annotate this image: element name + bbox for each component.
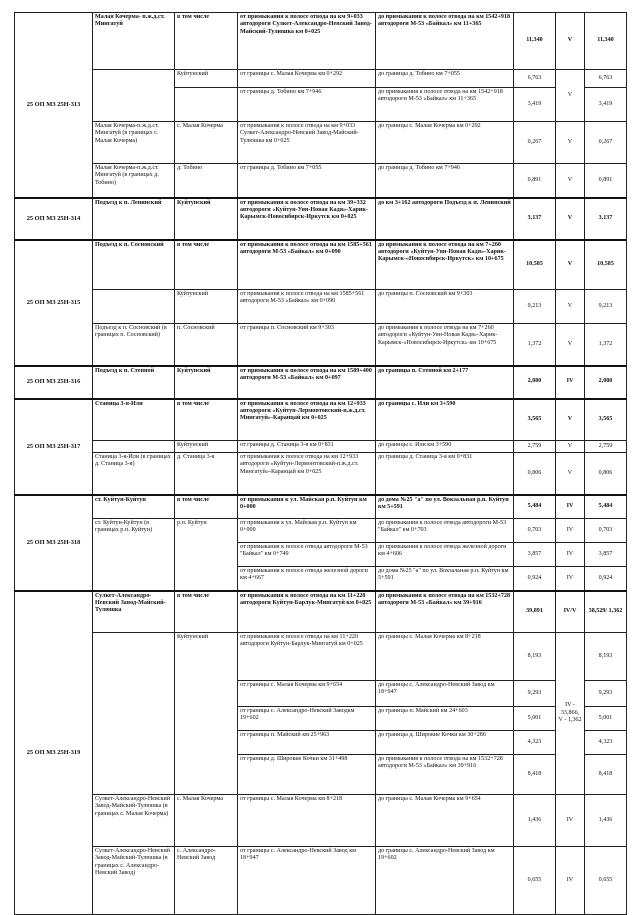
road-category: V (556, 399, 585, 441)
total-length: 1,436 (585, 795, 627, 847)
road-location: с. Малая Кочерма (175, 795, 238, 847)
total-length: 2,080 (585, 366, 627, 399)
segment-end: до границы д. Тобино км 7+946 (376, 164, 514, 198)
road-category: IV (556, 847, 585, 915)
table-row (15, 70, 627, 88)
road-name: Сулкет-Александро-Невский Завод-Майский-Тулюшка (93, 591, 175, 633)
table-row (15, 495, 627, 519)
segment-length: 10,585 (514, 240, 556, 290)
road-location: Куйтунский (175, 441, 238, 453)
segment-start: от примыкания к ул. Майская р.п. Куйтун км 0+000 (238, 519, 376, 543)
road-location: в том числе (175, 591, 238, 633)
segment-end: до дома №25 "а" по ул. Вокзальная р.п. Куйтун км 5+591 (376, 495, 514, 519)
segment-length: 0,267 (514, 122, 556, 164)
total-length: 5,001 (585, 707, 627, 731)
road-location: д. Тобино (175, 164, 238, 198)
road-category: IV (556, 567, 585, 591)
segment-end: до примыкания к полосе отвода автодороги М-53 "Байкал" км 0+703 (376, 519, 514, 543)
segment-start: от примыкания к полосе отвода автодороги М-53 "Байкал" км 0+749 (238, 543, 376, 567)
segment-end: до границы с. Александро-Невский Завод км 18+947 (376, 681, 514, 707)
segment-start: от примыкания к полосе отвода на км 12+933 автодороги «Куйтун-Лермонтовский-п.ж.д.ст. Мингатуй»-Каранцай км 0+025 (238, 399, 376, 441)
segment-end: до границы с. Александро-Невский Завод км 19+602 (376, 847, 514, 915)
segment-length: 5,001 (514, 707, 556, 731)
road-registry-table (14, 12, 627, 915)
segment-start: от границы п. Майский км 25+963 (238, 731, 376, 755)
road-category: IV (556, 366, 585, 399)
road-location: Куйтунский (175, 70, 238, 88)
segment-start: от границы с. Малая Кочерма км 0+292 (238, 70, 376, 88)
total-length: 9,213 (585, 290, 627, 324)
segment-end: до примыкания к полосе отвода на км 7+260 автодороги «Куйтун-Уян-Новая Кадя»-Харик-Карымск-«Новосибирск-Иркутск» км 10+675 (376, 240, 514, 290)
total-length: 1,372 (585, 324, 627, 366)
segment-length: 3,419 (514, 88, 556, 122)
road-name: Малая Кочерма- п.ж.д.ст. Мингатуй (93, 13, 175, 70)
segment-start: от границы с. Малая Кочерма км 9+654 (238, 681, 376, 707)
total-length: 3,419 (585, 88, 627, 122)
segment-start: от границы с. Александро-Невский Заводкм 19+602 (238, 707, 376, 731)
road-name: Подъезд к п. Ленинский (93, 198, 175, 240)
road-code: 25 ОП МЗ 25Н-319 (15, 591, 93, 915)
road-location: с. Малая Кочерма (175, 122, 238, 164)
segment-length: 2,759 (514, 441, 556, 453)
table-row (15, 290, 627, 324)
segment-start: от примыкания к полосе отвода на км 1589+400 автодороги М-53 «Байкал» км 0+097 (238, 366, 376, 399)
segment-length: 4,323 (514, 731, 556, 755)
road-location: д. Станица 3-я (175, 453, 238, 495)
segment-start: от границы д. Тобино км 7+946 (238, 88, 376, 122)
road-location: Куйтунский (175, 366, 238, 399)
road-category: V (556, 13, 585, 70)
segment-end: до границы с. Малая Кочерма км 9+654 (376, 795, 514, 847)
road-category: V (556, 240, 585, 290)
road-name: ст. Куйтун-Куйтун (93, 495, 175, 519)
road-location: п. Сосновский (175, 324, 238, 366)
segment-length: 8,418 (514, 755, 556, 795)
total-length: 6,763 (585, 70, 627, 88)
road-name: Сулкет-Александро-Невский Завод-Майский-Тулюшка (в границах с. Александро-Невский Завод) (93, 847, 175, 915)
road-name: Малая Кочерма-п.ж.д.ст. Мингатуй (в границах с. Малая Кочерма) (93, 122, 175, 164)
road-location (175, 88, 238, 122)
road-name (93, 633, 175, 795)
segment-start: от примыкания к полосе отвода на км 9+033 автодороги Сулкет-Александро-Невский Завод-Майский-Тулюшка км 0+025 (238, 13, 376, 70)
road-category: V (556, 164, 585, 198)
road-code: 25 ОП МЗ 25Н-316 (15, 366, 93, 399)
road-name: Малая Кочерма-п.ж.д.ст. Мингатуй (в границах д. Тобино) (93, 164, 175, 198)
total-length: 0,891 (585, 164, 627, 198)
road-category: V (556, 453, 585, 495)
segment-start: от примыкания к полосе отвода железной дороги км 4+667 (238, 567, 376, 591)
table-row (15, 519, 627, 543)
road-name: Станица 3-я-Или (в границах д. Станица 3-я) (93, 453, 175, 495)
segment-end: до границы с. Малая Кочерма км 0+292 (376, 122, 514, 164)
road-name: Подъезд к п. Сосновский (в границах п. Сосновский) (93, 324, 175, 366)
segment-end: до границы д. Тобино км 7+055 (376, 70, 514, 88)
road-category: V (556, 441, 585, 453)
road-location: Куйтунский (175, 633, 238, 795)
segment-length: 3,565 (514, 399, 556, 441)
road-category: IV (556, 495, 585, 519)
segment-end: до границы п. Сосновский км 9+303 (376, 290, 514, 324)
segment-end: до примыкания к полосе отвода на км 7+260 автодороги «Куйтун-Уян-Новая Кадя»-Харик-Карымск-«Новосибирск-Иркутск» км 10+675 (376, 324, 514, 366)
total-length: 4,323 (585, 731, 627, 755)
total-length: 8,193 (585, 633, 627, 681)
segment-start: от примыкания к ул. Майская р.п. Куйтун км 0+000 (238, 495, 376, 519)
total-length: 38,529/ 1,362 (585, 591, 627, 633)
total-length: 0,655 (585, 847, 627, 915)
segment-start: от границы д. Тобино км 7+055 (238, 164, 376, 198)
table-row (15, 164, 627, 198)
total-length: 3,137 (585, 198, 627, 240)
segment-length: 0,924 (514, 567, 556, 591)
table-row (15, 13, 627, 70)
segment-end: до границы п. Майский км 24+603 (376, 707, 514, 731)
total-length: 0,267 (585, 122, 627, 164)
total-length: 0,924 (585, 567, 627, 591)
segment-end: до примыкания к полосе отвода на км 1532+728 автодороги М-53 «Байкал» км 39+916 (376, 591, 514, 633)
table-row (15, 453, 627, 495)
segment-length: 3,857 (514, 543, 556, 567)
road-category: V (556, 122, 585, 164)
total-length: 8,418 (585, 755, 627, 795)
segment-start: от примыкания к полосе отвода на км 11+220 автодороги Куйтун-Барлук-Мингатуй км 0+025 (238, 633, 376, 681)
road-category: V (556, 198, 585, 240)
segment-length: 1,436 (514, 795, 556, 847)
segment-end: до примыкания к полосе отвода на км 1532+728 автодороги М-53 «Байкал» км 39+916 (376, 755, 514, 795)
segment-start: от примыкания к полосе отвода на км 12+933 автодороги «Куйтун-Лермонтовский-п.ж.д.ст. Мингатуй»-Каранцай км 0+025 (238, 453, 376, 495)
segment-length: 8,193 (514, 633, 556, 681)
road-code: 25 ОП МЗ 25Н-315 (15, 240, 93, 366)
segment-start: от границы д. Станица 3-я км 0+831 (238, 441, 376, 453)
segment-end: до примыкания к полосе отвода железной дороги км 4+606 (376, 543, 514, 567)
table-row (15, 591, 627, 633)
road-name: Станица 3-я-Или (93, 399, 175, 441)
road-location: Куйтунский (175, 290, 238, 324)
road-location: Куйтунский (175, 198, 238, 240)
segment-end: до дома №25 "а" по ул. Вокзальная р.п. Куйтун км 5+591 (376, 567, 514, 591)
segment-length: 11,340 (514, 13, 556, 70)
segment-end: до границы с. Или км 3+590 (376, 441, 514, 453)
road-category: IV/V (556, 591, 585, 633)
table-row (15, 633, 627, 681)
table-row (15, 122, 627, 164)
table-row (15, 399, 627, 441)
table-row (15, 847, 627, 915)
road-code: 25 ОП МЗ 25Н-314 (15, 198, 93, 240)
road-location: с. Александро-Невский Завод (175, 847, 238, 915)
road-category: V (556, 70, 585, 122)
road-category: V (556, 324, 585, 366)
road-name: Сулкет-Александро-Невский Завод-Майский-Тулюшка (в границах с. Малая Кочерма) (93, 795, 175, 847)
total-length: 0,703 (585, 519, 627, 543)
segment-length: 0,655 (514, 847, 556, 915)
road-name (93, 70, 175, 122)
segment-start: от примыкания к полосе отвода на км 1585+561 автодороги М-53 «Байкал» км 0+090 (238, 290, 376, 324)
segment-end: до границы с. Малая Кочерма км 8+218 (376, 633, 514, 681)
road-location: в том числе (175, 13, 238, 70)
segment-end: до км 3+162 автодороги Подъезд к п. Ленинский (376, 198, 514, 240)
total-length: 5,484 (585, 495, 627, 519)
table-row (15, 198, 627, 240)
total-length: 3,857 (585, 543, 627, 567)
segment-length: 0,806 (514, 453, 556, 495)
segment-length: 1,372 (514, 324, 556, 366)
road-category: IV - 33,866, V - 1,362 (556, 633, 585, 795)
segment-end: до примыкания к полосе отвода на км 1542+918 автодороги М-53 «Байкал» км 11+365 (376, 13, 514, 70)
road-location: р.п. Куйтун (175, 519, 238, 591)
road-location: в том числе (175, 495, 238, 519)
road-category: IV (556, 519, 585, 543)
road-location: в том числе (175, 399, 238, 441)
table-row (15, 441, 627, 453)
road-location: в том числе (175, 240, 238, 290)
table-row (15, 795, 627, 847)
segment-start: от границы д. Широкие Кочки км 31+498 (238, 755, 376, 795)
road-name: Подъезд к п. Степной (93, 366, 175, 399)
segment-length: 0,703 (514, 519, 556, 543)
segment-length: 9,213 (514, 290, 556, 324)
segment-length: 5,484 (514, 495, 556, 519)
segment-start: от примыкания к полосе отвода на км 39+332 автодороги «Куйтун-Уян-Новая Кадя»-Харик-Карымск-Новосибирск-Иркутск км 0+025 (238, 198, 376, 240)
segment-length: 9,293 (514, 681, 556, 707)
segment-length: 6,763 (514, 70, 556, 88)
segment-end: до границы д. Станица 3-я км 0+831 (376, 453, 514, 495)
total-length: 11,340 (585, 13, 627, 70)
total-length: 2,759 (585, 441, 627, 453)
table-body (15, 13, 627, 915)
segment-start: от границы п. Сосновский км 9+303 (238, 324, 376, 366)
table-row (15, 366, 627, 399)
segment-end: до границы п. Степной км 2+177 (376, 366, 514, 399)
segment-start: от примыкания к полосе отвода на км 9+033 Сулкет-Александро-Невский Завод-Майский-Тулюшка км 0+025 (238, 122, 376, 164)
segment-start: от примыкания к полосе отвода на км 11+220 автодороги Куйтун-Барлук-Мингатуй км 0+025 (238, 591, 376, 633)
road-category: V (556, 290, 585, 324)
road-name: Подъезд к п. Сосновский (93, 240, 175, 290)
segment-start: от границы с. Александро-Невский Завод км 18+947 (238, 847, 376, 915)
road-code: 25 ОП МЗ 25Н-318 (15, 495, 93, 591)
segment-length: 2,080 (514, 366, 556, 399)
segment-end: до границы с. Или км 3+590 (376, 399, 514, 441)
segment-length: 3,137 (514, 198, 556, 240)
total-length: 0,806 (585, 453, 627, 495)
segment-end: до примыкания к полосе отвода на км 1542+918 автодороги М-53 «Байкал» км 11+365 (376, 88, 514, 122)
total-length: 9,293 (585, 681, 627, 707)
segment-start: от границы с. Малая Кочерма км 8+218 (238, 795, 376, 847)
road-category: IV (556, 795, 585, 847)
segment-start: от примыкания к полосе отвода на км 1585+561 автодороги М-53 «Байкал» км 0+090 (238, 240, 376, 290)
road-code: 25 ОП МЗ 25Н-317 (15, 399, 93, 495)
segment-end: до границы д. Широкие Кочки км 30+286 (376, 731, 514, 755)
road-code: 25 ОП МЗ 25Н-313 (15, 13, 93, 198)
road-name (93, 441, 175, 453)
segment-length: 0,891 (514, 164, 556, 198)
total-length: 3,565 (585, 399, 627, 441)
segment-length: 39,891 (514, 591, 556, 633)
road-name (93, 290, 175, 324)
road-category: IV (556, 543, 585, 567)
table-row (15, 240, 627, 290)
total-length: 10,585 (585, 240, 627, 290)
road-name: ст. Куйтун-Куйтун (в границах р.п. Куйтун) (93, 519, 175, 591)
table-row (15, 324, 627, 366)
